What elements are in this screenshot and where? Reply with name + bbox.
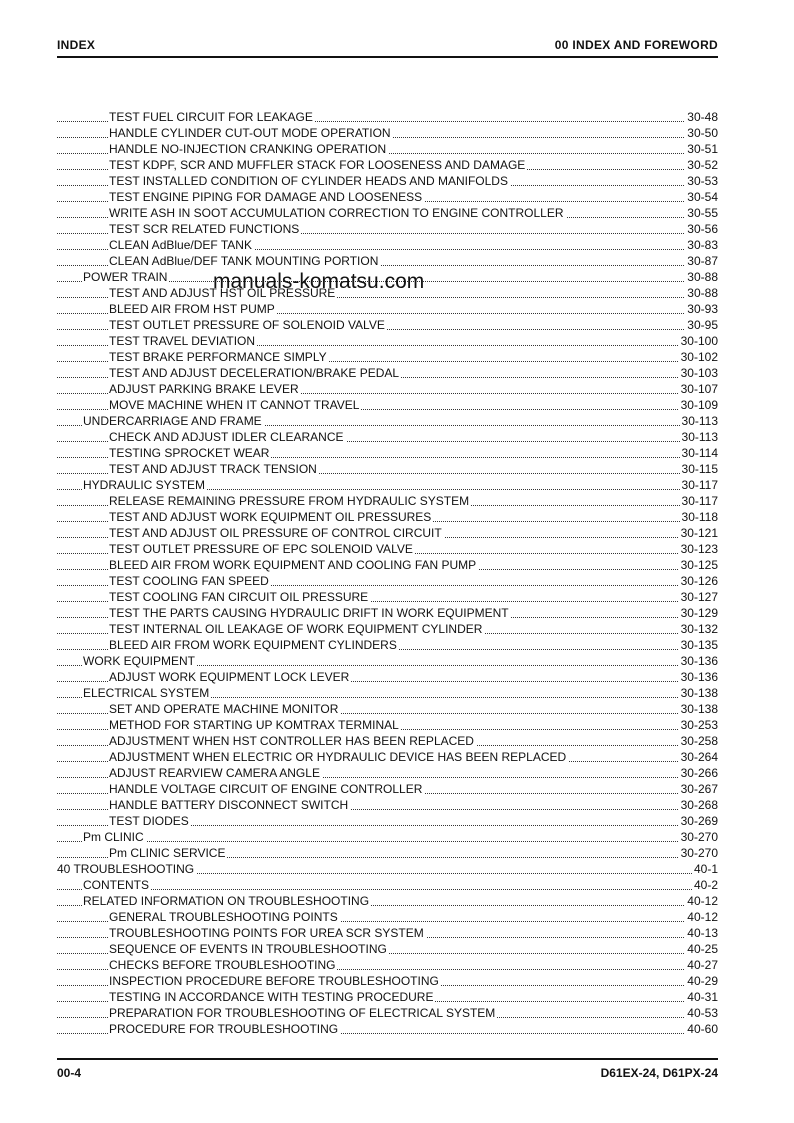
toc-entry-page: 40-25 [687, 942, 718, 956]
toc-entry-title: TEST THE PARTS CAUSING HYDRAULIC DRIFT IN WORK EQUIPMENT [109, 606, 509, 620]
toc-entry-title: TEST ENGINE PIPING FOR DAMAGE AND LOOSENESS [109, 190, 423, 204]
toc-entry[interactable] [57, 1021, 718, 1037]
toc-entry-page: 30-117 [681, 478, 718, 492]
toc-entry[interactable] [57, 573, 718, 589]
toc-entry-page: 30-95 [687, 318, 718, 332]
toc-entry[interactable] [57, 637, 718, 653]
toc-entry[interactable] [57, 381, 718, 397]
toc-entry[interactable] [57, 973, 718, 989]
toc-entry-title: POWER TRAIN [83, 270, 168, 284]
toc-entry[interactable] [57, 861, 718, 877]
toc-entry-page: 30-50 [687, 126, 718, 140]
toc-entry[interactable] [57, 925, 718, 941]
toc-entry-page: 30-117 [681, 494, 718, 508]
toc-entry-title: ADJUSTMENT WHEN ELECTRIC OR HYDRAULIC DEVICE HAS BEEN REPLACED [109, 750, 567, 764]
toc-entry-title: WRITE ASH IN SOOT ACCUMULATION CORRECTION TO ENGINE CONTROLLER [109, 206, 564, 220]
toc-entry[interactable] [57, 941, 718, 957]
toc-entry-page: 30-270 [680, 830, 718, 844]
toc-entry-page: 30-113 [681, 414, 718, 428]
watermark-text: manuals-komatsu.com [213, 270, 425, 293]
toc-entry[interactable] [57, 797, 718, 813]
toc-entry[interactable] [57, 557, 718, 573]
toc-entry[interactable] [57, 525, 718, 541]
toc-entry[interactable] [57, 317, 718, 333]
toc-entry-page: 30-53 [687, 174, 718, 188]
header-chapter-title: 00 INDEX AND FOREWORD [554, 38, 718, 52]
toc-entry-title: TEST OUTLET PRESSURE OF EPC SOLENOID VALVE [109, 542, 413, 556]
toc-entry-page: 30-48 [687, 110, 718, 124]
toc-entry-page: 30-88 [687, 286, 718, 300]
toc-entry-title: INSPECTION PROCEDURE BEFORE TROUBLESHOOTING [109, 974, 439, 988]
toc-entry[interactable] [57, 589, 718, 605]
toc-entry-title: BLEED AIR FROM WORK EQUIPMENT CYLINDERS [109, 638, 397, 652]
toc-entry-page: 30-266 [680, 766, 718, 780]
page-header [57, 34, 718, 58]
table-of-contents [57, 109, 718, 1037]
page-footer [57, 1058, 718, 1080]
toc-entry-page: 30-268 [680, 798, 718, 812]
toc-entry-page: 30-138 [680, 702, 718, 716]
toc-entry-page: 30-253 [680, 718, 718, 732]
toc-entry-title: BLEED AIR FROM HST PUMP [109, 302, 275, 316]
toc-entry-title: TEST AND ADJUST OIL PRESSURE OF CONTROL CIRCUIT [109, 526, 442, 540]
toc-entry[interactable] [57, 653, 718, 669]
toc-entry[interactable] [57, 157, 718, 173]
toc-entry-title: GENERAL TROUBLESHOOTING POINTS [109, 910, 338, 924]
toc-entry-page: 40-29 [687, 974, 718, 988]
toc-entry-title: HANDLE CYLINDER CUT-OUT MODE OPERATION [109, 126, 391, 140]
toc-entry-page: 30-88 [687, 270, 718, 284]
toc-entry-page: 30-56 [687, 222, 718, 236]
toc-entry[interactable] [57, 909, 718, 925]
toc-entry[interactable] [57, 989, 718, 1005]
toc-entry-page: 40-2 [693, 878, 718, 892]
toc-entry[interactable] [57, 813, 718, 829]
toc-entry[interactable] [57, 253, 718, 269]
toc-entry-title: TEST SCR RELATED FUNCTIONS [109, 222, 300, 236]
page-number: 00-4 [57, 1066, 82, 1080]
toc-entry[interactable] [57, 877, 718, 893]
toc-entry[interactable] [57, 445, 718, 461]
toc-entry-page: 40-31 [687, 990, 718, 1004]
toc-entry-page: 30-55 [687, 206, 718, 220]
toc-entry[interactable] [57, 957, 718, 973]
toc-entry-title: Pm CLINIC [83, 830, 144, 844]
toc-entry-title: SEQUENCE OF EVENTS IN TROUBLESHOOTING [109, 942, 387, 956]
toc-entry-title: UNDERCARRIAGE AND FRAME [83, 414, 262, 428]
toc-entry-title: HANDLE BATTERY DISCONNECT SWITCH [109, 798, 349, 812]
toc-entry-title: ADJUST PARKING BRAKE LEVER [109, 382, 299, 396]
toc-entry-page: 30-93 [687, 302, 718, 316]
toc-entry-page: 40-27 [687, 958, 718, 972]
toc-entry-page: 40-60 [687, 1022, 718, 1036]
toc-entry-title: CHECKS BEFORE TROUBLESHOOTING [109, 958, 336, 972]
toc-entry-title: MOVE MACHINE WHEN IT CANNOT TRAVEL [109, 398, 360, 412]
toc-entry-title: TEST DIODES [109, 814, 189, 828]
toc-entry-page: 30-132 [680, 622, 718, 636]
toc-entry-title: TEST AND ADJUST WORK EQUIPMENT OIL PRESSURES [109, 510, 432, 524]
toc-entry[interactable] [57, 141, 718, 157]
toc-entry-page: 30-118 [681, 510, 718, 524]
toc-entry-page: 30-87 [687, 254, 718, 268]
toc-entry-page: 30-107 [680, 382, 718, 396]
toc-entry-page: 30-115 [681, 462, 718, 476]
toc-entry-page: 30-109 [680, 398, 718, 412]
toc-entry-page: 30-264 [680, 750, 718, 764]
toc-entry[interactable] [57, 365, 718, 381]
toc-entry[interactable] [57, 189, 718, 205]
toc-entry-page: 30-121 [680, 526, 718, 540]
toc-entry[interactable] [57, 765, 718, 781]
toc-entry-title: TEST AND ADJUST DECELERATION/BRAKE PEDAL [109, 366, 400, 380]
toc-entry-title: TEST COOLING FAN SPEED [109, 574, 269, 588]
toc-entry-page: 30-126 [680, 574, 718, 588]
toc-entry[interactable] [57, 509, 718, 525]
toc-entry[interactable] [57, 1005, 718, 1021]
toc-entry-page: 30-136 [680, 654, 718, 668]
toc-entry-page: 30-83 [687, 238, 718, 252]
toc-entry[interactable] [57, 749, 718, 765]
toc-entry-title: PREPARATION FOR TROUBLESHOOTING OF ELECTRICAL SYSTEM [109, 1006, 496, 1020]
toc-entry-title: BLEED AIR FROM WORK EQUIPMENT AND COOLING FAN PUMP [109, 558, 477, 572]
toc-entry[interactable] [57, 397, 718, 413]
toc-entry[interactable] [57, 829, 718, 845]
toc-entry-title: TROUBLESHOOTING POINTS FOR UREA SCR SYSTEM [109, 926, 424, 940]
toc-entry-title: TEST TRAVEL DEVIATION [109, 334, 256, 348]
toc-entry[interactable] [57, 701, 718, 717]
toc-entry[interactable] [57, 429, 718, 445]
toc-entry-title: WORK EQUIPMENT [83, 654, 196, 668]
toc-entry-title: HANDLE VOLTAGE CIRCUIT OF ENGINE CONTROLLER [109, 782, 423, 796]
toc-entry-title: 40 TROUBLESHOOTING [57, 862, 195, 876]
toc-entry-title: HANDLE NO-INJECTION CRANKING OPERATION [109, 142, 387, 156]
toc-entry[interactable] [57, 733, 718, 749]
toc-entry-page: 30-103 [680, 366, 718, 380]
toc-entry-title: TEST AND ADJUST HST OIL PRESSURE [109, 286, 336, 300]
toc-entry[interactable] [57, 893, 718, 909]
toc-entry-title: CHECK AND ADJUST IDLER CLEARANCE [109, 430, 344, 444]
toc-entry-page: 30-102 [680, 350, 718, 364]
toc-entry-title: TESTING SPROCKET WEAR [109, 446, 270, 460]
toc-entry-page: 30-100 [680, 334, 718, 348]
toc-entry-page: 40-53 [687, 1006, 718, 1020]
toc-entry-title: ADJUST WORK EQUIPMENT LOCK LEVER [109, 670, 350, 684]
toc-entry-title: TEST OUTLET PRESSURE OF SOLENOID VALVE [109, 318, 385, 332]
toc-entry-page: 30-270 [680, 846, 718, 860]
toc-entry[interactable] [57, 685, 718, 701]
toc-entry-title: TESTING IN ACCORDANCE WITH TESTING PROCEDURE [109, 990, 434, 1004]
toc-entry-title: TEST AND ADJUST TRACK TENSION [109, 462, 317, 476]
toc-entry-page: 30-123 [680, 542, 718, 556]
toc-entry-page: 30-258 [680, 734, 718, 748]
model-name: D61EX-24, D61PX-24 [600, 1066, 718, 1080]
toc-entry-title: ELECTRICAL SYSTEM [83, 686, 210, 700]
toc-entry-page: 40-12 [687, 910, 718, 924]
toc-entry[interactable] [57, 781, 718, 797]
toc-entry-title: TEST INTERNAL OIL LEAKAGE OF WORK EQUIPMENT CYLINDER [109, 622, 483, 636]
toc-entry-page: 30-136 [680, 670, 718, 684]
toc-entry-title: TEST BRAKE PERFORMANCE SIMPLY [109, 350, 327, 364]
toc-entry[interactable] [57, 669, 718, 685]
toc-entry-title: ADJUST REARVIEW CAMERA ANGLE [109, 766, 320, 780]
toc-entry-title: TEST FUEL CIRCUIT FOR LEAKAGE [109, 110, 313, 124]
toc-entry[interactable] [57, 333, 718, 349]
toc-entry-title: Pm CLINIC SERVICE [109, 846, 226, 860]
toc-entry[interactable] [57, 493, 718, 509]
toc-entry[interactable] [57, 605, 718, 621]
toc-entry-title: HYDRAULIC SYSTEM [83, 478, 206, 492]
toc-entry-page: 40-1 [693, 862, 718, 876]
toc-entry[interactable] [57, 845, 718, 861]
toc-entry[interactable] [57, 205, 718, 221]
toc-entry[interactable] [57, 221, 718, 237]
toc-entry-page: 30-138 [680, 686, 718, 700]
toc-entry-title: RELEASE REMAINING PRESSURE FROM HYDRAULIC SYSTEM [109, 494, 470, 508]
toc-entry[interactable] [57, 541, 718, 557]
toc-entry-title: TEST INSTALLED CONDITION OF CYLINDER HEADS AND MANIFOLDS [109, 174, 508, 188]
toc-entry[interactable] [57, 237, 718, 253]
toc-entry-title: TEST COOLING FAN CIRCUIT OIL PRESSURE [109, 590, 369, 604]
toc-entry-title: RELATED INFORMATION ON TROUBLESHOOTING [83, 894, 370, 908]
header-section-label: INDEX [57, 38, 96, 52]
toc-entry[interactable] [57, 461, 718, 477]
toc-entry-page: 30-51 [687, 142, 718, 156]
toc-entry-title: CONTENTS [83, 878, 149, 892]
toc-entry-page: 30-269 [680, 814, 718, 828]
toc-entry[interactable] [57, 477, 718, 493]
toc-entry[interactable] [57, 621, 718, 637]
toc-entry-title: PROCEDURE FOR TROUBLESHOOTING [109, 1022, 339, 1036]
toc-entry-title: ADJUSTMENT WHEN HST CONTROLLER HAS BEEN REPLACED [109, 734, 474, 748]
toc-entry-title: CLEAN AdBlue/DEF TANK MOUNTING PORTION [109, 254, 379, 268]
toc-entry-page: 30-125 [680, 558, 718, 572]
toc-entry[interactable] [57, 301, 718, 317]
toc-entry-title: METHOD FOR STARTING UP KOMTRAX TERMINAL [109, 718, 399, 732]
toc-entry-page: 30-127 [680, 590, 718, 604]
toc-entry-title: TEST KDPF, SCR AND MUFFLER STACK FOR LOOSENESS AND DAMAGE [109, 158, 526, 172]
toc-entry[interactable] [57, 349, 718, 365]
toc-entry-page: 30-54 [687, 190, 718, 204]
toc-entry-page: 30-113 [681, 430, 718, 444]
toc-entry-page: 30-114 [681, 446, 718, 460]
toc-entry[interactable] [57, 109, 718, 125]
toc-entry-page: 30-267 [680, 782, 718, 796]
toc-entry-page: 40-13 [687, 926, 718, 940]
toc-entry-page: 40-12 [687, 894, 718, 908]
toc-entry-page: 30-135 [680, 638, 718, 652]
toc-entry-page: 30-129 [680, 606, 718, 620]
toc-entry-title: CLEAN AdBlue/DEF TANK [109, 238, 252, 252]
toc-entry[interactable] [57, 413, 718, 429]
toc-entry-page: 30-52 [687, 158, 718, 172]
toc-entry[interactable] [57, 125, 718, 141]
toc-entry-title: SET AND OPERATE MACHINE MONITOR [109, 702, 339, 716]
toc-entry[interactable] [57, 173, 718, 189]
toc-entry[interactable] [57, 717, 718, 733]
